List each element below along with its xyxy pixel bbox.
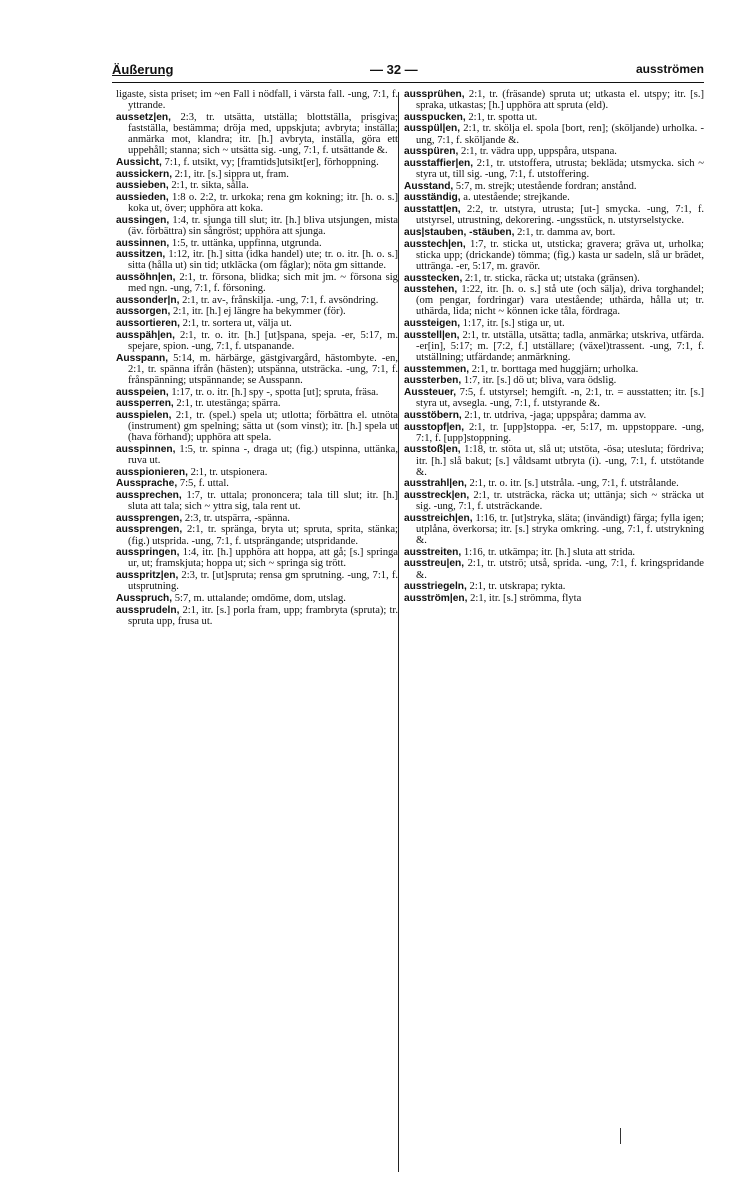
entry-definition: 2:1, tr. spotta ut. [468,111,538,123]
entry-headword: aussperren, [116,398,174,410]
entry-headword: ausstoß|en, [404,444,461,456]
dictionary-entry [404,558,704,580]
entry-definition: 1:7, tr. sticka ut, utsticka; gravera; gräva ut, urholka; sticka upp; (drickande) tömma; (fig.) kasta ur sadeln, slå ur brädet, uttränga. -er, 5:17, m. gravör. [416,238,704,272]
entry-headword: aussingen, [116,214,170,226]
entry-definition: 2:1, itr. [s.] sippra ut, fram. [174,168,289,180]
dictionary-entry [404,284,704,317]
entry-headword: ausspucken, [404,111,466,123]
dictionary-entry [116,387,398,398]
entry-headword: aussprechen, [116,489,182,501]
entry-headword: ausstech|en, [404,238,466,250]
entry-definition: 2:1, tr. o. itr. [h.] [ut]spana, speja. -er, 5:17, m. spejare, spion. -ung, 7:1, f. utspanande. [128,329,398,352]
entry-headword: ausspüren, [404,146,459,158]
entry-definition: 2:1, tr. damma av, bort. [517,226,616,238]
dictionary-entry [116,467,398,478]
dictionary-entry [116,478,398,489]
entry-definition: 1:7, tr. uttala; prononcera; tala till slut; itr. [h.] sluta att tala; sich ~ yttra sig, tala rent ut. [128,489,398,513]
dictionary-entry [116,157,398,168]
entry-definition: 5:7, m. uttalande; omdöme, dom, utslag. [174,592,346,604]
dictionary-entry [116,410,398,443]
header-right-guide-word: ausströmen [635,62,704,76]
entry-definition: 2:1, tr. utstoffera, utrusta; bekläda; utsmycka. sich ~ styra ut, till sig. -ung, 7:1, f. utstoffering. [416,157,704,181]
dictionary-entry [404,364,704,375]
entry-headword: aussickern, [116,168,173,180]
dictionary-entry [116,547,398,569]
dictionary-entry [116,353,398,386]
dictionary-entry [404,227,704,238]
entry-definition: 2:3, tr. utspärra, -spänna. [184,512,290,524]
dictionary-entry [404,478,704,489]
entry-definition: 2:3, tr. [ut]spruta; rensa gm sprutning. -ung, 7:1, f. utsprutning. [128,570,398,593]
entry-definition: 2:1, tr. utspionera. [190,466,268,478]
header-left-guide-word: Äußerung [112,62,174,77]
entry-definition: 1:4, tr. sjunga till slut; itr. [h.] bliva utsjungen, mista (äv. förbättra) sin sångröst; upphöra att sjunga. [128,214,398,237]
entry-headword: ausstreiten, [404,546,462,558]
entry-definition: 2:1, tr. utestänga; spärra. [176,398,281,410]
entry-headword: ausspielen, [116,409,172,421]
entry-headword: ausspeien, [116,386,169,398]
entry-headword: ausspritz|en, [116,570,179,582]
dictionary-entry [404,444,704,477]
dictionary-entry [116,272,398,294]
dictionary-entry [404,490,704,512]
dictionary-entry [404,513,704,546]
entry-definition: 5:7, m. strejk; utestående fordran; anstånd. [455,180,637,192]
entry-definition: 2:1, tr. utsträcka, räcka ut; uttänja; sich ~ sträcka ut sig. -ung, 7:1, f. utsträckande. [416,489,704,513]
entry-definition: 5:14, m. härbärge, gästgivargård, hästombyte. -en, 2:1, tr. spänna ifrån (hästen); utspänna, utsträcka. -ung, 7:1, f. frånspänning; utspännande; se Ausspann. [128,352,398,386]
entry-headword: aussprengen, [116,524,183,536]
dictionary-entry [404,146,704,157]
entry-definition: 2:1, tr. skölja el. spola [bort, ren]; (sköljande) urholka. -ung, 7:1, f. sköljande &. [416,123,704,146]
page-header [112,62,704,82]
entry-headword: Aussteuer, [404,387,457,399]
entry-definition: 2:1, tr. utställa, utsätta; tadla, anmärka; utskriva, utfärda. -er[in], 5:17; m. [7:2, f.] utställare; (växel)trassent. -ung, 7:1, f. utställning; utfärdande; anmärkning. [416,329,704,364]
entry-definition: 7:5, f. utstyrsel; hemgift. -n, 2:1, tr. = ausstatten; itr. [s.] styra ut, avsegla. -ung, 7:1, f. utstyrande &. [416,387,704,410]
right-column [404,89,704,605]
entry-headword: ausspül|en, [404,123,461,135]
entry-headword: aussorgen, [116,306,171,318]
entry-definition: 2:1, tr. vädra upp, uppspåra, utspana. [461,146,617,158]
entry-headword: aussonder|n, [116,294,180,306]
dictionary-entry [404,192,704,203]
entry-definition: 1:16, tr. utkämpa; itr. [h.] sluta att strida. [463,546,636,558]
dictionary-entry [404,112,704,123]
entry-headword: ausstreich|en, [404,512,473,524]
dictionary-entry [404,422,704,444]
entry-headword: aussortieren, [116,318,180,330]
entry-headword: ausstehen, [404,284,458,296]
dictionary-entry [404,181,704,192]
dictionary-entry [404,581,704,592]
entry-definition: 1:5, tr. spinna -, draga ut; (fig.) utspinna, uttänka, ruva ut. [128,443,398,466]
entry-headword: ausspionieren, [116,466,188,478]
entry-headword: ausström|en, [404,592,468,604]
header-rule [112,82,704,83]
entry-headword: aussprengen, [116,512,183,524]
dictionary-entry [404,547,704,558]
dictionary-entry [116,169,398,180]
entry-definition: 2:1, itr. [h.] ej längre ha bekymmer (för). [173,306,346,318]
margin-mark [620,1128,621,1144]
dictionary-entry [116,444,398,466]
entry-headword: aussetz|en, [116,111,171,123]
entry-headword: Aussicht, [116,156,162,168]
entry-definition: 2:1, tr. av-, frånskilja. -ung, 7:1, f. avsöndring. [182,294,379,306]
entry-headword: Ausstand, [404,180,454,192]
entry-headword: aussinnen, [116,237,170,249]
entry-headword: ausstriegeln, [404,581,467,593]
entry-headword: aussprudeln, [116,604,180,616]
entry-headword: ausständig, [404,192,461,204]
entry-headword: ausspinnen, [116,443,176,455]
entry-definition: 2:1, tr. sortera ut, välja ut. [182,318,292,330]
entry-definition: 2:1, tr. sikta, sålla. [171,180,249,192]
column-divider [398,92,399,1172]
entry-definition: 7:1, f. utsikt, vy; [framtids]utsikt[er], förhoppning. [164,156,379,168]
entry-headword: aus|stauben, -stäuben, [404,226,515,238]
entry-headword: ausspringen, [116,547,180,559]
entry-definition: 1:4, itr. [h.] upphöra att hoppa, att gå; [s.] springa ur, ut; framskjuta; hoppa ut; sich ~ springa sig trött. [128,547,398,570]
entry-headword: aussieden, [116,191,169,203]
entry-definition: 2:1, tr. o. itr. [s.] utstråla. -ung, 7:1, f. utstrålande. [469,478,679,490]
entry-definition: 1:22, itr. [h. o. s.] stå ute (och sälja), driva torghandel; (om pengar, fordringar) vara utestående; uthärda, hålla ut; tr. uthärda, lida; nicht ~ können icke tåla, fördraga. [416,284,704,318]
dictionary-entry [404,593,704,604]
dictionary-entry [404,89,704,111]
entry-definition: 2:1, tr. borttaga med huggjärn; urholka. [471,363,639,375]
entry-definition: 1:8 o. 2:2, tr. urkoka; rena gm kokning; itr. [h. o. s.] koka ut, över; upphöra att koka. [128,191,398,215]
dictionary-entry [404,158,704,180]
dictionary-entry [404,273,704,284]
dictionary-entry [116,330,398,352]
entry-headword: Ausspruch, [116,592,173,604]
entry-definition: 2:1, itr. [s.] porla fram, upp; frambryta (spruta); tr. spruta upp, frusa ut. [128,604,398,627]
entry-headword: ausstaffier|en, [404,157,474,169]
entry-definition: a. utestående; strejkande. [463,192,570,204]
entry-definition: 2:1, tr. sticka, räcka ut; utstaka (gränsen). [465,272,640,284]
dictionary-entry [116,238,398,249]
entry-headword: aussteigen, [404,318,461,330]
entry-definition: 1:7, itr. [s.] dö ut; bliva, vara ödslig. [463,375,617,387]
entry-definition: 1:18, tr. stöta ut, slå ut; utstöta, -ösa; utesluta; fördriva; itr. [h.] slå bakut; [s.] våldsamt utbryta (i). -ung, 7:1, f. utstötande &. [416,444,704,478]
entry-definition: 2:3, tr. utsätta, utställa; blottställa, prisgiva; fastställa, bestämma; dröja med, uppskjuta; avbryta; inställa; anmärka mot, klandra; itr. [h.] avbryta, inställa, göra ett uppehåll; stanna; sich ~ utsätta sig. -ung, 7:1, f. utsättande &. [128,111,398,157]
entry-headword: ausstatt|en, [404,204,461,216]
entry-headword: Aussprache, [116,478,178,490]
dictionary-entry [404,387,704,409]
entry-definition: 2:1, tr. (spel.) spela ut; utlotta; förbättra el. utnöta (instrument) gm spelning; sätta ut (som vinst); itr. [h.] spela ut (hava förhand); upphöra att spela. [128,409,398,444]
dictionary-entry [404,375,704,386]
entry-headword: ausstreu|en, [404,558,465,570]
entry-headword: Ausspann, [116,352,169,364]
entry-definition: 1:5, tr. uttänka, uppfinna, utgrunda. [171,237,322,249]
dictionary-entry [116,215,398,237]
entry-definition: ligaste, sista priset; im ~en Fall i nödfall, i värsta fall. -ung, 7:1, f. yttrande. [116,89,398,112]
entry-definition: 2:1, tr. utskrapa; rykta. [469,581,566,593]
entry-definition: 1:16, tr. [ut]stryka, släta; (invändigt) färga; fylla igen; utplåna, överkorsa; itr. [s.] stryka omkring. -ung, 7:1, f. utstrykning &. [416,512,704,547]
entry-definition: 2:1, tr. utströ; utså, sprida. -ung, 7:1, f. kringspridande &. [416,558,704,581]
dictionary-entry [404,239,704,272]
dictionary-entry [116,524,398,546]
dictionary-entry [116,180,398,191]
entry-definition: 1:17, tr. o. itr. [h.] spy -, spotta [ut]; spruta, fräsa. [171,386,379,398]
dictionary-entry [116,295,398,306]
entry-definition: 2:1, tr. spränga, bryta ut; spruta, sprita, stänka; (fig.) utsprida. -ung, 7:1, f. utsprängande; utspridande. [128,524,398,547]
entry-headword: aussterben, [404,375,462,387]
entry-definition: 2:1, tr. (fräsande) spruta ut; utkasta el. utspy; itr. [s.] spraka, utkastas; [h.] upphöra att spruta (eld). [416,89,704,112]
dictionary-entry [116,306,398,317]
entry-headword: ausstecken, [404,272,463,284]
dictionary-entry [116,192,398,214]
entry-headword: ausstreck|en, [404,489,470,501]
entry-headword: aussöhn|en, [116,272,176,283]
entry-definition: 2:1, tr. försona, blidka; sich mit jm. ~ försona sig med ngn. -ung, 7:1, f. försoning. [128,272,398,295]
dictionary-entry [116,398,398,409]
left-column [116,89,398,627]
dictionary-entry [116,490,398,512]
entry-headword: ausstopf|en, [404,421,465,433]
dictionary-entry [404,204,704,226]
dictionary-entry [116,570,398,592]
dictionary-entry [116,593,398,604]
entry-definition: 2:1, tr. [upp]stoppa. -er, 5:17, m. uppstoppare. -ung, 7:1, f. [upp]stoppning. [416,421,705,444]
dictionary-entry [404,330,704,363]
entry-headword: ausstemmen, [404,363,470,375]
dictionary-entry [116,605,398,627]
entry-definition: 1:17, itr. [s.] stiga ur, ut. [462,318,565,330]
dictionary-entry [404,318,704,329]
entry-definition: 2:2, tr. utstyra, utrusta; [ut-] smycka. -ung, 7:1, f. utstyrsel, utrustning, dekorering. -ungsstück, n. utstyrselstycke. [416,204,704,227]
entry-definition: 1:12, itr. [h.] sitta (idka handel) ute; tr. o. itr. [h. o. s.] sitta (hålla ut) sin tid; utkläcka (om fåglar); nöta gm sittande. [128,249,398,272]
entry-definition: 2:1, tr. utdriva, -jaga; uppspåra; damma av. [464,409,647,421]
entry-headword: ausstöbern, [404,409,462,421]
entry-headword: aussprühen, [404,89,465,100]
dictionary-entry [404,123,704,145]
entry-headword: ausstell|en, [404,329,460,341]
dictionary-entry [116,513,398,524]
dictionary-entry [116,318,398,329]
entry-headword: ausstrahl|en, [404,478,467,490]
page-number: — 32 — [370,62,418,77]
entry-headword: ausspäh|en, [116,329,175,341]
dictionary-entry [116,89,398,111]
entry-headword: aussitzen, [116,249,166,261]
dictionary-entry [404,410,704,421]
entry-definition: 2:1, itr. [s.] strömma, flyta [470,592,582,604]
entry-definition: 7:5, f. uttal. [179,478,229,490]
entry-headword: aussieben, [116,180,169,192]
dictionary-entry [116,249,398,271]
dictionary-entry [116,112,398,157]
